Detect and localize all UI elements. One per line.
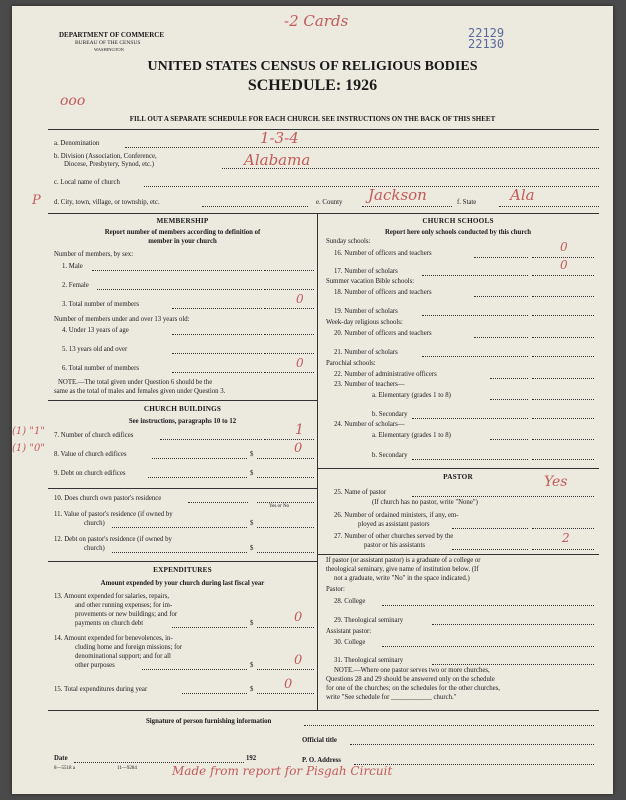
q18-answer[interactable] (532, 296, 594, 297)
q11-label-1: 11. Value of pastor's residence (if owned by (54, 511, 173, 518)
bureau-city: WASHINGTON (94, 47, 124, 52)
denomination-line[interactable] (125, 147, 599, 148)
q8-answer[interactable] (257, 458, 314, 459)
graduate-note-3: not a graduate, write "No" in the space indicated.) (334, 575, 470, 582)
pastor-heading: PASTOR (443, 473, 473, 481)
q6-answer[interactable] (264, 372, 314, 373)
q26-leader (452, 528, 528, 529)
q21-answer[interactable] (532, 356, 594, 357)
membership-note-1: NOTE.—The total given under Question 6 should be the (58, 379, 213, 386)
county-line[interactable] (362, 206, 452, 207)
column-divider (317, 213, 318, 710)
q17-leader (422, 275, 528, 276)
q21-label: 21. Number of scholars (334, 349, 398, 356)
q9-leader (148, 477, 247, 478)
q23-label: 23. Number of teachers— (334, 381, 405, 388)
summer-label: Summer vacation Bible schools: (326, 278, 415, 285)
q3-answer[interactable] (264, 308, 314, 309)
asst-pastor-label: Assistant pastor: (326, 628, 372, 635)
pastor-sub-label: Pastor: (326, 586, 345, 593)
q21-leader (422, 356, 528, 357)
expenditures-sub: Amount expended by your church during last fiscal year (100, 580, 265, 587)
local-name-label: c. Local name of church (54, 179, 120, 186)
graduate-rule (317, 554, 599, 555)
q11-leader (112, 527, 247, 528)
schools-sub: Report here only schools conducted by this church (384, 229, 532, 236)
q24a-leader (490, 439, 528, 440)
q10-rule (48, 488, 317, 489)
form-number-2: 11—9284 (117, 766, 137, 771)
q24b-leader (412, 459, 528, 460)
division-label: b. Division (Association, Conference, (54, 153, 157, 160)
q14-answer[interactable] (257, 669, 314, 670)
q10-label: 10. Does church own pastor's residence (54, 495, 162, 502)
q29-answer[interactable] (432, 624, 594, 625)
q19-answer[interactable] (532, 315, 594, 316)
q5-label: 5. 13 years old and over (62, 346, 128, 353)
q1-label: 1. Male (62, 263, 83, 270)
q4-label: 4. Under 13 years of age (62, 327, 129, 334)
q18-label: 18. Number of officers and teachers (334, 289, 432, 296)
margin-p-annotation: P (32, 193, 41, 208)
q11-label-2: church) (84, 520, 105, 527)
denomination-label: a. Denomination (54, 140, 100, 147)
header-rule (48, 129, 599, 130)
membership-sub-2: member in your church (148, 238, 217, 245)
q22-label: 22. Number of administrative officers (334, 371, 437, 378)
buildings-heading: CHURCH BUILDINGS (143, 405, 222, 413)
q28-answer[interactable] (382, 605, 594, 606)
date-year: 192 (246, 755, 257, 762)
q23b-label: b. Secondary (372, 411, 408, 418)
county-label: e. County (316, 199, 343, 206)
q24a-label: a. Elementary (grades 1 to 8) (372, 432, 451, 439)
q1-answer[interactable] (264, 270, 314, 271)
q20-leader (474, 337, 528, 338)
q13-leader (172, 627, 247, 628)
q3-leader (172, 308, 262, 309)
signature-line[interactable] (304, 725, 594, 726)
q14-label-4: other purposes (75, 662, 115, 669)
q17-value: 0 (560, 258, 568, 272)
q9-dollar: $ (250, 470, 254, 477)
q1-leader (92, 270, 262, 271)
q20-label: 20. Number of officers and teachers (334, 330, 432, 337)
q3-value: 0 (296, 292, 304, 306)
po-address-label: P. O. Address (302, 757, 341, 764)
dept-name: DEPARTMENT OF COMMERCE (59, 31, 165, 39)
q24b-label: b. Secondary (372, 452, 408, 459)
q22-leader (490, 378, 528, 379)
q2-label: 2. Female (62, 282, 89, 289)
q6-label: 6. Total number of members (62, 365, 139, 372)
q27-value: 2 (562, 531, 570, 545)
census-schedule-sheet (12, 6, 613, 794)
city-label: d. City, town, village, or township, etc. (54, 199, 160, 206)
state-value: Ala (510, 186, 535, 204)
q24b-answer[interactable] (532, 459, 594, 460)
q26-label-1: 26. Number of ordained ministers, if any, em- (334, 512, 459, 519)
q3-label: 3. Total number of members (62, 301, 139, 308)
section-bottom-rule (48, 710, 599, 711)
q23b-leader (412, 418, 528, 419)
form-title: UNITED STATES CENSUS OF RELIGIOUS BODIES (147, 59, 478, 74)
q15-leader (182, 693, 247, 694)
q13-answer[interactable] (257, 627, 314, 628)
cards-annotation: -2 Cards (284, 12, 349, 30)
pastor-note-1: NOTE.—Where one pastor serves two or more churches, (334, 667, 490, 674)
q17-answer[interactable] (532, 275, 594, 276)
q25-answer[interactable] (412, 496, 594, 497)
q26-answer[interactable] (532, 528, 594, 529)
membership-heading: MEMBERSHIP (156, 217, 209, 225)
q16-label: 16. Number of officers and teachers (334, 250, 432, 257)
q14-dollar: $ (250, 662, 254, 669)
city-line[interactable] (202, 206, 308, 207)
q25-label: 25. Name of pastor (334, 489, 387, 496)
q31-answer[interactable] (432, 664, 594, 665)
q10-hint: Yes or No (269, 504, 290, 509)
q29-label: 29. Theological seminary (334, 617, 404, 624)
serial-stamp-bottom: 22130 (468, 37, 505, 51)
q12-leader (112, 552, 247, 553)
by-age-label: Number of members under and over 13 years old: (54, 316, 190, 323)
q27-leader (452, 549, 528, 550)
q23a-label: a. Elementary (grades 1 to 8) (372, 392, 451, 399)
pastor-rule (317, 468, 599, 469)
mark-1-annotation: (1) "1" (12, 426, 45, 437)
q7-value: 1 (295, 422, 304, 438)
expenditures-rule (48, 561, 317, 562)
q2-answer[interactable] (264, 289, 314, 290)
q14-value: 0 (294, 653, 303, 668)
q11-dollar: $ (250, 520, 254, 527)
q10-answer[interactable] (257, 502, 314, 503)
q24a-answer[interactable] (532, 439, 594, 440)
form-number-1: 8—5518 a (54, 766, 75, 771)
q2-leader (97, 289, 262, 290)
q8-leader (152, 458, 247, 459)
q8-dollar: $ (250, 451, 254, 458)
q15-label: 15. Total expenditures during year (54, 686, 148, 693)
q23a-leader (490, 399, 528, 400)
q28-label: 28. College (334, 598, 366, 605)
q24-label: 24. Number of scholars— (334, 421, 405, 428)
q7-label: 7. Number of church edifices (54, 432, 134, 439)
section-top-rule (48, 213, 599, 214)
q27-answer[interactable] (532, 549, 594, 550)
official-title-line[interactable] (350, 744, 594, 745)
by-sex-label: Number of members, by sex: (54, 251, 134, 258)
ooo-annotation: ooo (60, 93, 86, 109)
official-title-label: Official title (302, 737, 337, 744)
q12-dollar: $ (250, 545, 254, 552)
q12-label-2: church) (84, 545, 105, 552)
q25-hint: (If church has no pastor, write "None") (372, 499, 478, 506)
q11-answer[interactable] (257, 527, 314, 528)
date-label: Date (54, 755, 68, 762)
q5-leader (172, 353, 262, 354)
q6-leader (172, 372, 262, 373)
q8-label: 8. Value of church edifices (54, 451, 127, 458)
weekday-label: Week-day religious schools: (326, 319, 403, 326)
division-value: Alabama (244, 151, 311, 169)
made-from-report-note: Made from report for Pisgah Circuit (172, 764, 393, 778)
q23a-answer[interactable] (532, 399, 594, 400)
q4-leader (172, 334, 262, 335)
sunday-label: Sunday schools: (326, 238, 371, 245)
q10-leader (188, 502, 248, 503)
q12-label-1: 12. Debt on pastor's residence (if owned by (54, 536, 172, 543)
q18-leader (474, 296, 528, 297)
denomination-value: 1-3-4 (260, 129, 299, 147)
state-label: f. State (457, 199, 477, 206)
state-line[interactable] (499, 206, 599, 207)
q13-label-4: payments on church debt (75, 620, 144, 627)
q23b-answer[interactable] (532, 418, 594, 419)
division-label-2: Diocese, Presbytery, Synod, etc.) (64, 161, 154, 168)
q25-value: Yes (544, 474, 568, 490)
q31-label: 31. Theological seminary (334, 657, 404, 664)
q13-label-3: provements or new buildings; and for (75, 611, 178, 618)
q13-value: 0 (294, 610, 303, 625)
q13-dollar: $ (250, 620, 254, 627)
q13-label-2: and other running expenses; for im- (75, 602, 173, 609)
mark-2-annotation: (1) "0" (12, 443, 45, 454)
q8-value: 0 (294, 441, 303, 456)
q22-answer[interactable] (532, 378, 594, 379)
graduate-note-2: theological seminary, give name of institution below. (If (326, 566, 479, 573)
q30-label: 30. College (334, 639, 366, 646)
q30-answer[interactable] (382, 646, 594, 647)
schools-heading: CHURCH SCHOOLS (422, 217, 494, 225)
q27-label-2: pastor or his assistants (364, 542, 425, 549)
bureau-name: BUREAU OF THE CENSUS (75, 40, 141, 46)
q5-answer[interactable] (264, 353, 314, 354)
q14-leader (142, 669, 247, 670)
parochial-label: Parochial schools: (326, 360, 376, 367)
pastor-note-3: for one of the churches; on the schedules for the other churches, (326, 685, 501, 692)
q14-label-3: denominational support; and for all (75, 653, 171, 660)
q15-answer[interactable] (257, 693, 314, 694)
date-line[interactable] (74, 762, 244, 763)
q15-value: 0 (284, 677, 293, 692)
q7-answer[interactable] (264, 439, 314, 440)
buildings-rule (48, 400, 317, 401)
q27-label-1: 27. Number of other churches served by the (334, 533, 454, 540)
q19-label: 19. Number of scholars (334, 308, 398, 315)
q13-label-1: 13. Amount expended for salaries, repairs, (54, 593, 170, 600)
q15-dollar: $ (250, 686, 254, 693)
q20-answer[interactable] (532, 337, 594, 338)
signature-label: Signature of person furnishing information (146, 718, 272, 725)
county-value: Jackson (368, 186, 427, 204)
q14-label-2: cluding home and foreign missions; for (75, 644, 183, 651)
form-instructions: FILL OUT A SEPARATE SCHEDULE FOR EACH CHURCH. SEE INSTRUCTIONS ON THE BACK OF THIS SHEET (129, 115, 496, 123)
q12-answer[interactable] (257, 552, 314, 553)
q9-label: 9. Debt on church edifices (54, 470, 126, 477)
q17-label: 17. Number of scholars (334, 268, 398, 275)
q4-answer[interactable] (264, 334, 314, 335)
q14-label-1: 14. Amount expended for benevolences, in- (54, 635, 173, 642)
expenditures-heading: EXPENDITURES (153, 566, 212, 574)
pastor-note-4: write "See schedule for ____________ church." (326, 694, 457, 701)
q7-leader (160, 439, 262, 440)
q26-label-2: ployed as assistant pastors (358, 521, 430, 528)
membership-sub-1: Report number of members according to definition of (104, 229, 261, 236)
graduate-note-1: If pastor (or assistant pastor) is a graduate of a college or (326, 557, 481, 564)
q16-leader (474, 257, 528, 258)
serial-stamp-top: 22129 (468, 26, 505, 40)
q16-value: 0 (560, 240, 568, 254)
form-schedule: SCHEDULE: 1926 (247, 77, 378, 94)
q9-answer[interactable] (257, 477, 314, 478)
q19-leader (422, 315, 528, 316)
pastor-note-2: Questions 28 and 29 should be answered only on the schedule (326, 676, 495, 683)
q6-value: 0 (296, 356, 304, 370)
buildings-sub: See instructions, paragraphs 10 to 12 (128, 418, 237, 425)
membership-note-2: same as the total of males and females given under Question 3. (54, 388, 226, 395)
